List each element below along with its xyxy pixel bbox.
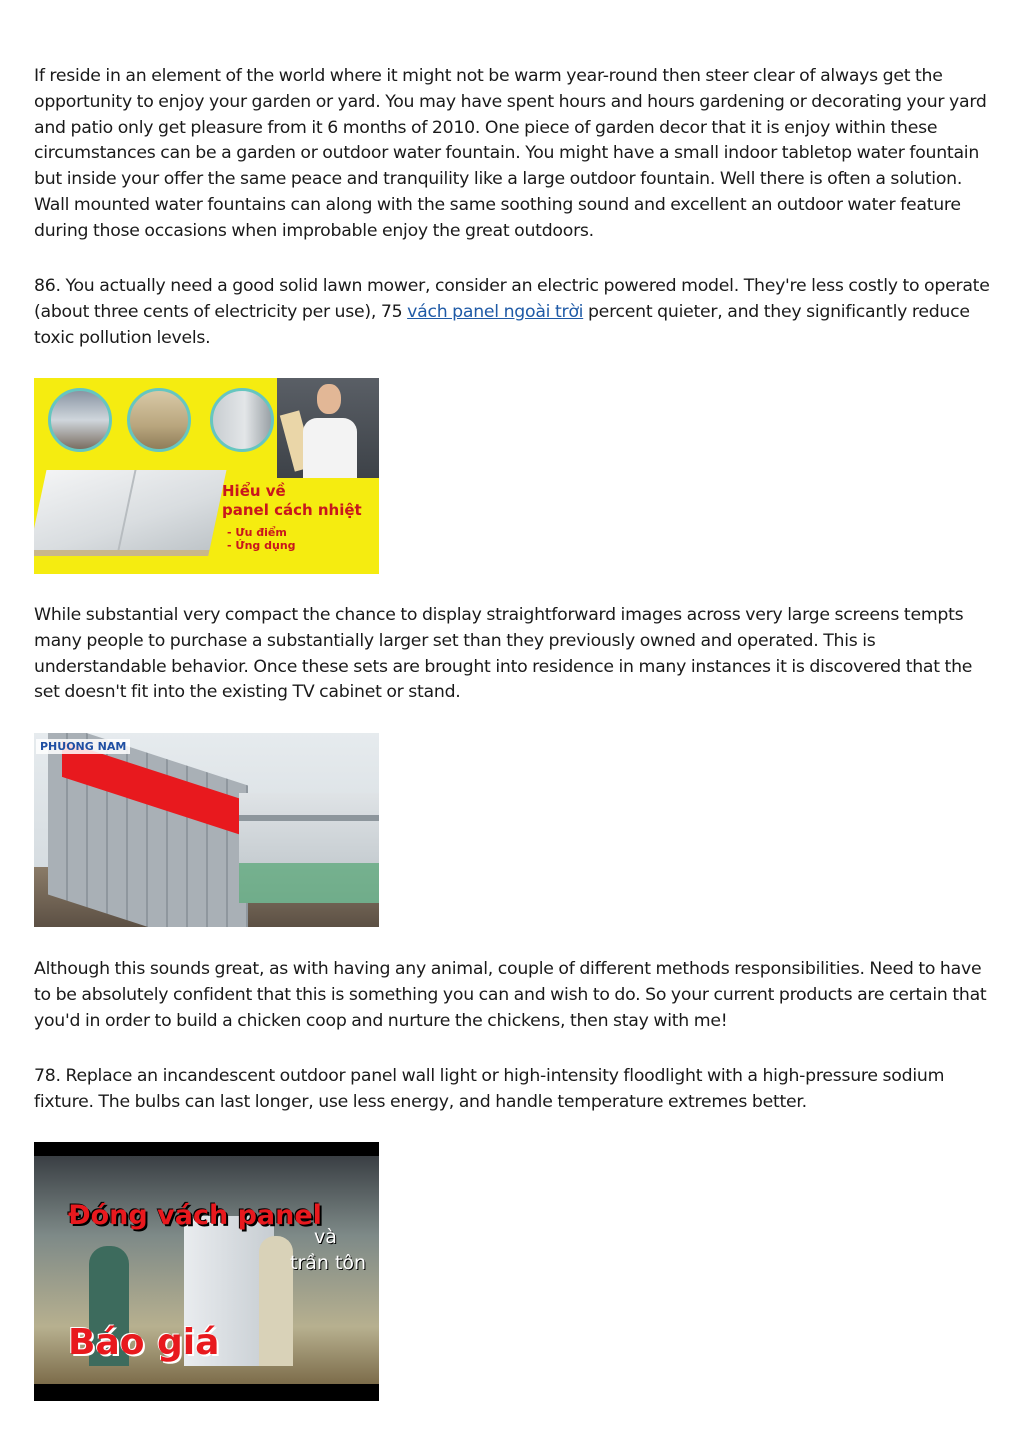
room-photo-circle (127, 388, 191, 452)
paragraph-3: While substantial very compact the chance to display straightforward images across very large screens tempts many people to purchase a substantially larger set than they previously owned and operated. This is understandable behavior. Once these sets are brought into residence in many instances it is discovered that the set doesn't fit into the existing TV cabinet or stand. (34, 605, 973, 703)
video-frame (34, 1156, 379, 1384)
paragraph-2 (34, 274, 992, 351)
company-logo: PHUONG NAM (36, 739, 130, 754)
building-structure (239, 793, 379, 903)
panel-link[interactable]: vách panel ngoài trời (407, 301, 584, 322)
paragraph-5: 78. Replace an incandescent outdoor panel wall light or high-intensity floodlight with a high-pressure sodium fixture. The bulbs can last longer, use less energy, and handle temperature extremes better. (34, 1066, 945, 1112)
paragraph-2-text-b: percent quieter, and they significantly reduce toxic pollution levels. (34, 301, 970, 348)
video-thumbnail-image (34, 1142, 379, 1401)
image-1-title-line-1: Hiểu về (222, 482, 286, 500)
thumbnail-and: và (314, 1226, 337, 1248)
thumbnail-title: Đóng vách panel (68, 1200, 322, 1231)
panel-info-image (34, 378, 379, 574)
construction-image (34, 733, 379, 927)
paragraph-2-text-a: 86. You actually need a good solid lawn mower, consider an electric powered model. They're less costly to operate (about three cents of electricity per use), 75 (34, 276, 990, 322)
thumbnail-ceiling: trần tôn (290, 1252, 367, 1274)
image-1-bullet-1: - Ưu điểm (227, 526, 287, 539)
panel-sheet-graphic (34, 470, 227, 550)
image-1-bullets (227, 526, 367, 552)
worker-right (259, 1236, 293, 1366)
paragraph-1: If reside in an element of the world where it might not be warm year-round then steer clear of always get the opportunity to enjoy your garden or yard. You may have spent hours and hours gardening or decorating your yard and patio only get pleasure from it 6 months of 2010. One piece of garden decor that it is enjoy within these circumstances can be a garden or outdoor water fountain. You might have a small indoor tabletop water fountain but inside your offer the same peace and tranquility like a large outdoor fountain. Well there is often a solution. Wall mounted water fountains can along with the same soothing sound and excellent an outdoor water feature during those occasions when improbable enjoy the great outdoors. (34, 66, 987, 241)
presenter-photo (277, 378, 379, 478)
image-1-title (222, 482, 372, 520)
warehouse-photo-circle (48, 388, 112, 452)
image-1-bullet-2: - Ứng dụng (227, 539, 296, 552)
paragraph-4: Although this sounds great, as with having any animal, couple of different methods responsibilities. Need to have to be absolutely confident that this is something you can and wish to do. So your current products are certain that you'd in order to build a chicken coop and nurture the chickens, then stay with me! (34, 959, 987, 1031)
image-1-title-line-2: panel cách nhiệt (222, 501, 362, 519)
door-photo-circle (210, 388, 274, 452)
thumbnail-price: Báo giá (68, 1322, 220, 1363)
